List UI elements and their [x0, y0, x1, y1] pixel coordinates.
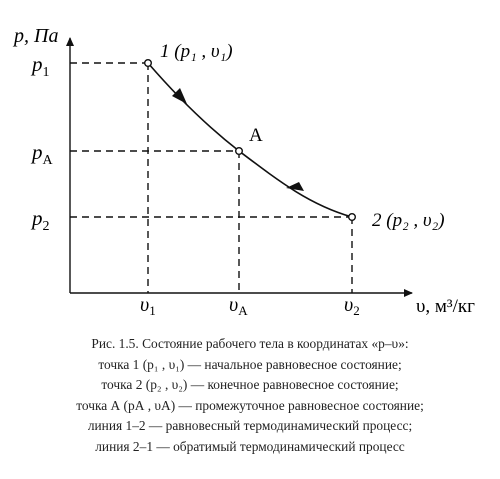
y-tick-p1: $p_1$: [32, 52, 50, 80]
y-axis-label: p, Па: [14, 25, 59, 47]
x-tick-v2: $\upsilon_2$: [344, 294, 360, 318]
caption-line: точка 2 (p₂ , υ₂) — конечное равновесное состояние;: [101, 377, 399, 392]
y-tick-p2: $p_2$: [32, 206, 50, 234]
caption-line: Рис. 1.5. Состояние рабочего тела в координатах «p–υ»:: [91, 336, 409, 351]
point-A-label: A: [249, 125, 263, 146]
y-tick-pA: $p_A$: [32, 140, 53, 168]
point-1-label: 1 (p₁ , υ₁): [160, 41, 233, 62]
x-tick-v1: $\upsilon_1$: [140, 294, 156, 318]
point-1: [145, 60, 152, 67]
caption-line: точка 1 (p₁ , υ₁) — начальное равновесное состояние;: [98, 356, 402, 372]
caption-line: линия 2–1 — обратимый термодинамический процесс: [95, 438, 405, 454]
projection-lines: [70, 63, 352, 293]
x-axis-label: υ, м³/кг: [416, 296, 475, 317]
x-tick-vA: $\upsilon_A$: [229, 294, 248, 318]
figure-caption: [0, 334, 500, 457]
caption-line: точка А (pА , υА) — промежуточное равновесное состояние;: [76, 397, 424, 413]
point-2-label: 2 (p₂ , υ₂): [372, 210, 445, 231]
arrow-1-to-A: [172, 88, 187, 104]
point-2: [349, 214, 356, 221]
point-A: [236, 148, 243, 155]
caption-line: линия 1–2 — равновесный термодинамический процесс;: [87, 418, 413, 433]
